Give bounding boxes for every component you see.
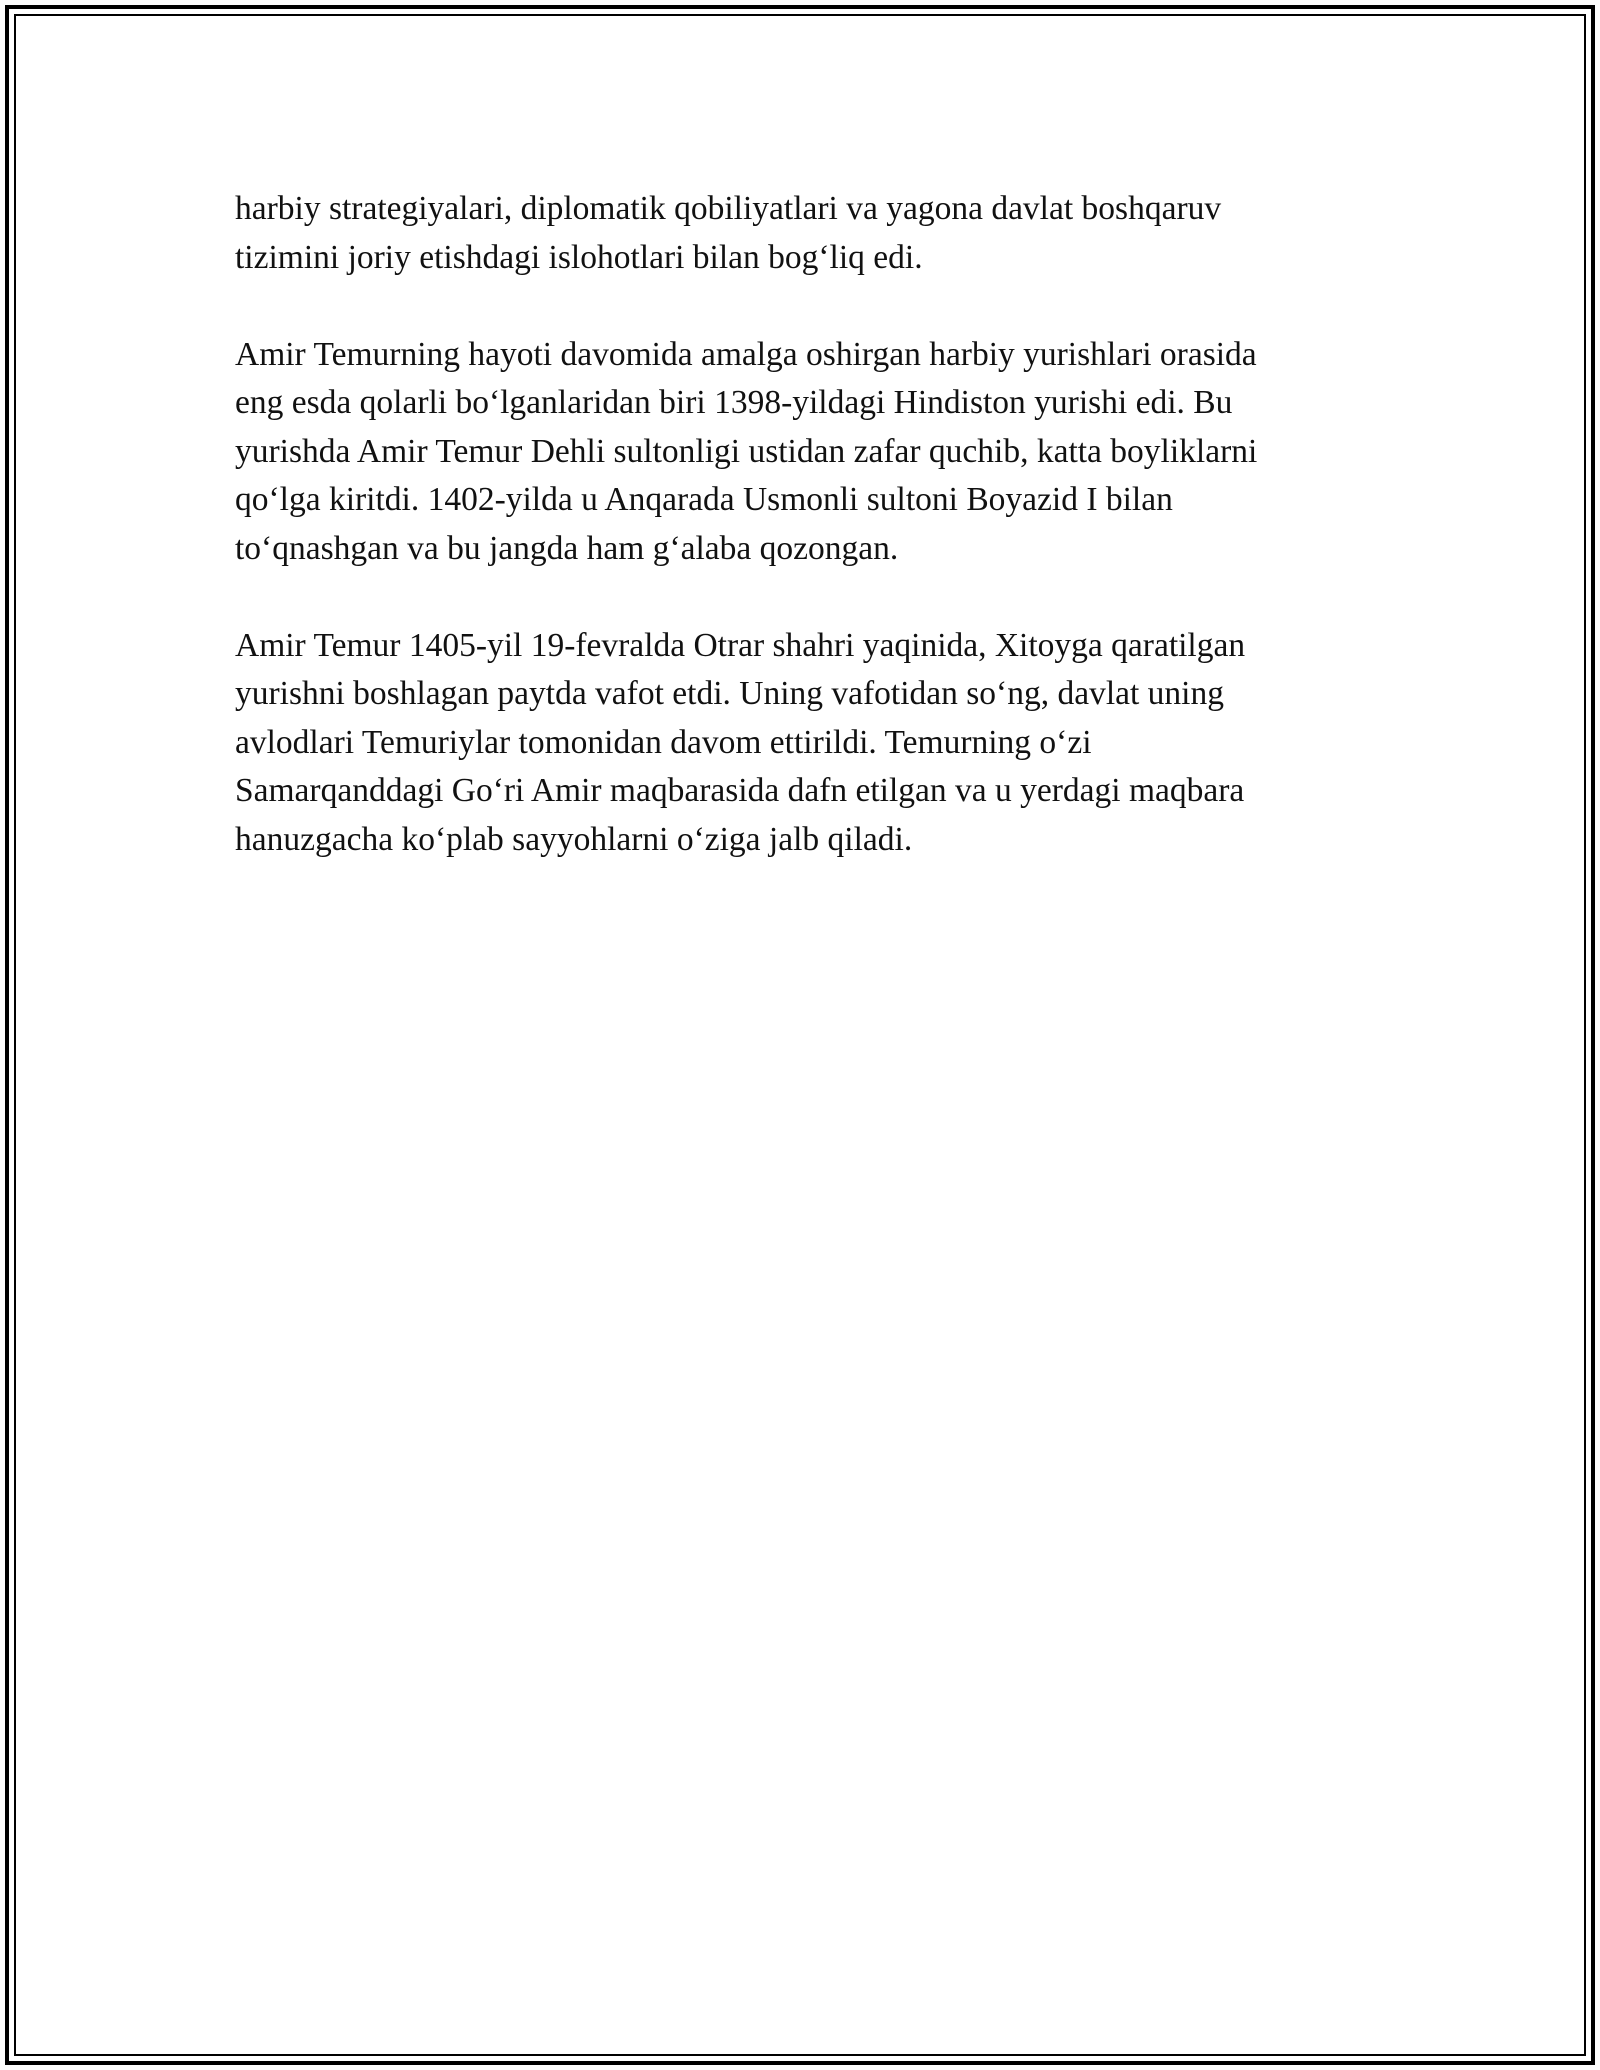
paragraph-line: Amir Temurning hayoti davomida amalga oshirgan harbiy yurishlari orasida bbox=[235, 335, 1257, 373]
paragraph-3 bbox=[235, 622, 1415, 865]
paragraph-line: hanuzgacha ko‘plab sayyohlarni o‘ziga jalb qiladi. bbox=[235, 820, 913, 858]
paragraph-2 bbox=[235, 331, 1415, 574]
paragraph-line: yurishda Amir Temur Dehli sultonligi ustidan zafar quchib, katta boyliklarni bbox=[235, 432, 1258, 470]
paragraph-line: yurishni boshlagan paytda vafot etdi. Uning vafotidan so‘ng, davlat uning bbox=[235, 675, 1224, 712]
paragraph-line: to‘qnashgan va bu jangda ham g‘alaba qozongan. bbox=[235, 529, 899, 567]
paragraph-line: avlodlari Temuriylar tomonidan davom ettirildi. Temurning o‘zi bbox=[235, 723, 1092, 761]
document-body bbox=[235, 185, 1415, 913]
paragraph-line: eng esda qolarli bo‘lganlaridan biri 1398-yildagi Hindiston yurishi edi. Bu bbox=[235, 384, 1233, 421]
paragraph-line: tizimini joriy etishdagi islohotlari bilan bog‘liq edi. bbox=[235, 238, 923, 276]
paragraph-1 bbox=[235, 185, 1415, 282]
paragraph-line: Samarqanddagi Go‘ri Amir maqbarasida dafn etilgan va u yerdagi maqbara bbox=[235, 772, 1245, 809]
paragraph-line: Amir Temur 1405-yil 19-fevralda Otrar shahri yaqinida, Xitoyga qaratilgan bbox=[235, 626, 1246, 664]
paragraph-line: harbiy strategiyalari, diplomatik qobiliyatlari va yagona davlat boshqaruv bbox=[235, 190, 1222, 227]
paragraph-line: qo‘lga kiritdi. 1402-yilda u Anqarada Usmonli sultoni Boyazid I bilan bbox=[235, 481, 1173, 518]
